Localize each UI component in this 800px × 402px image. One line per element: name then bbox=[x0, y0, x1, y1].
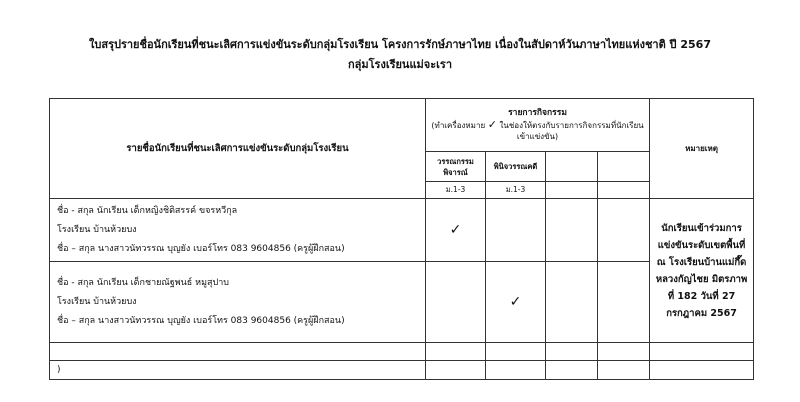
check-icon: ✓ bbox=[487, 118, 497, 131]
header-student-list: รายชื่อนักเรียนที่ชนะเลิศการแข่งขันระดับกลุ่มโรงเรียน bbox=[50, 99, 426, 199]
document-subtitle: กลุ่มโรงเรียนแม่จะเรา bbox=[347, 58, 452, 71]
level-col1: ม.1-3 bbox=[426, 182, 486, 199]
empty-row-cell bbox=[50, 343, 426, 361]
check-icon: ✓ bbox=[426, 199, 486, 262]
document-title: ใบสรุปรายชื่อนักเรียนที่ชนะเลิศการแข่งขันระดับกลุ่มโรงเรียน โครงการรักษ์ภาษาไทย เนื่องในสัปดาห์วันภาษาไทยแห่งชาติ ปี 2567 bbox=[89, 38, 711, 51]
check-icon: ✓ bbox=[486, 262, 546, 343]
level-empty bbox=[546, 182, 598, 199]
winners-table bbox=[49, 98, 754, 380]
level-empty bbox=[598, 182, 650, 199]
header-activities-title: รายการกิจกรรม bbox=[508, 108, 567, 118]
header-activities bbox=[426, 99, 650, 152]
empty-cell bbox=[426, 343, 486, 361]
trainer-info: ชื่อ – สกุล นางสาวนัทวรรณ บุญยัง เบอร์โทร 083 9604856 (ครูผู้ฝึกสอน) bbox=[57, 243, 345, 254]
empty-cell bbox=[426, 361, 486, 380]
empty-cell bbox=[486, 199, 546, 262]
last-row-text: ) bbox=[50, 361, 426, 380]
competition-note: นักเรียนเข้าร่วมการแข่งขันระดับเขตพื้นที่ ณ โรงเรียนบ้านแม่กึ๊ดหลวงกัญไชย มิตรภาพ ที่ 182 วันที่ 27 กรกฎาคม 2567 bbox=[650, 199, 754, 343]
empty-cell bbox=[486, 361, 546, 380]
sub-header-literature-appreciation: พินิจวรรณคดี bbox=[486, 152, 546, 182]
sub-header-empty bbox=[546, 152, 598, 182]
empty-cell bbox=[650, 343, 754, 361]
header-activities-instruction: (ทำเครื่องหมาย ✓ ในช่องให้ตรงกับรายการกิจกรรมที่นักเรียนเข้าแข่งขัน) bbox=[431, 118, 644, 141]
sub-header-literature-review: วรรณกรรมพิจารณ์ bbox=[426, 152, 486, 182]
empty-cell bbox=[546, 199, 598, 262]
header-note: หมายเหตุ bbox=[650, 99, 754, 199]
empty-cell bbox=[546, 343, 598, 361]
trainer-info: ชื่อ – สกุล นางสาวนัทวรรณ บุญยัง เบอร์โทร 083 9604856 (ครูผู้ฝึกสอน) bbox=[57, 315, 345, 326]
empty-cell bbox=[650, 361, 754, 380]
empty-cell bbox=[486, 343, 546, 361]
student-school: โรงเรียน บ้านห้วยบง bbox=[57, 296, 137, 307]
student-row bbox=[50, 262, 426, 343]
student-school: โรงเรียน บ้านห้วยบง bbox=[57, 224, 137, 235]
sub-header-empty bbox=[598, 152, 650, 182]
empty-cell bbox=[598, 262, 650, 343]
empty-cell bbox=[426, 262, 486, 343]
student-name: ชื่อ - สกุล นักเรียน เด็กชายณัฐพนธ์ หมูสุปาบ bbox=[57, 277, 229, 288]
level-col2: ม.1-3 bbox=[486, 182, 546, 199]
student-name: ชื่อ - สกุล นักเรียน เด็กหญิงชิติสรรค์ ขจรหวีกุล bbox=[57, 205, 238, 216]
empty-cell bbox=[598, 343, 650, 361]
empty-cell bbox=[598, 199, 650, 262]
empty-cell bbox=[546, 262, 598, 343]
empty-cell bbox=[546, 361, 598, 380]
empty-cell bbox=[598, 361, 650, 380]
student-row bbox=[50, 199, 426, 262]
